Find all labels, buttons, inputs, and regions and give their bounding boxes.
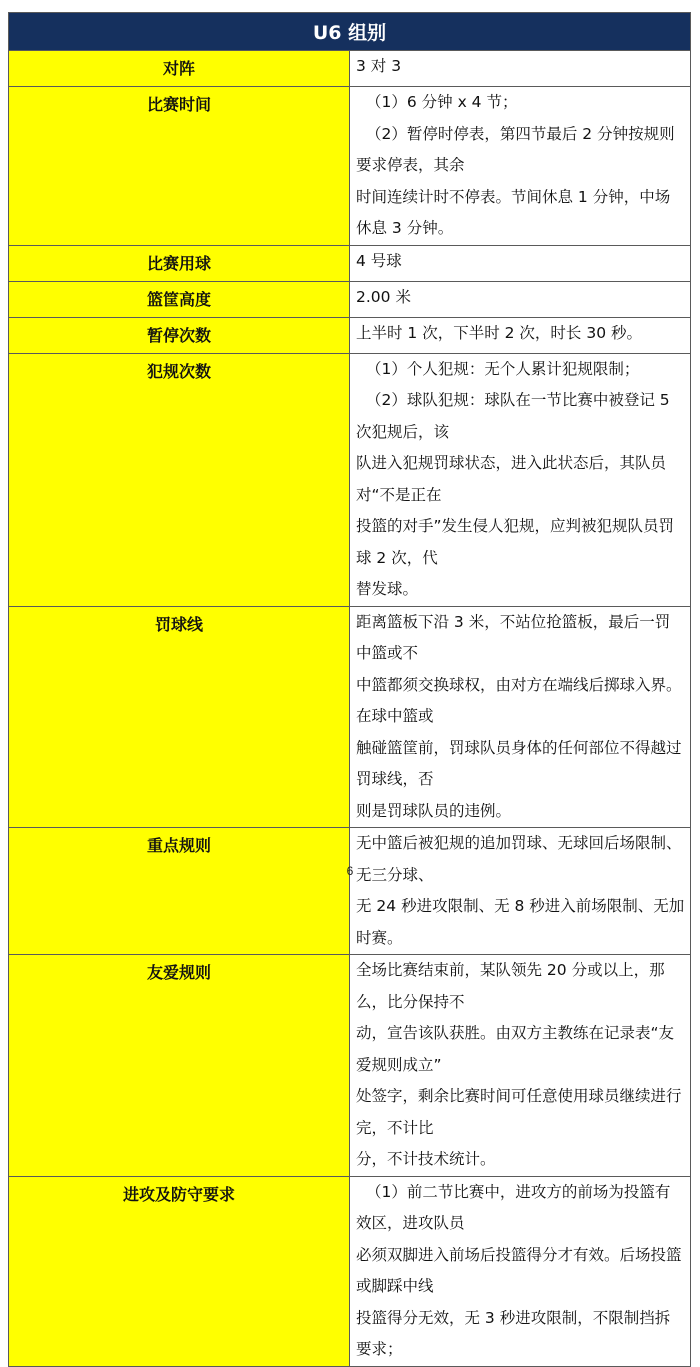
row-label: 比赛时间 [9,87,350,246]
row-matchup [9,51,691,87]
row-label: 进攻及防守要求 [9,1176,350,1366]
row-label: 罚球线 [9,606,350,828]
row-line: （1）个人犯规：无个人累计犯规限制； [366,359,640,378]
row-line: 触碰篮筐前，罚球队员身体的任何部位不得越过罚球线，否 [356,738,682,788]
row-line: （1）前二节比赛中，进攻方的前场为投篮有效区，进攻队员 [356,1182,671,1232]
row-line: 动，宣告该队获胜。由双方主教练在记录表“友爱规则成立” [356,1024,675,1074]
rules-table [8,12,691,1367]
row-line: 2.00 米 [356,287,411,306]
row-line: 全场比赛结束前，某队领先 20 分或以上，那么，比分保持不 [356,961,665,1011]
title-row [9,13,691,51]
row-key-rules [9,828,691,955]
row-line: 则是罚球队员的违例。 [356,801,512,820]
row-basket-height [9,281,691,317]
row-line: 无中篮后被犯规的追加罚球、无球回后场限制、无三分球、 [356,834,682,884]
row-line: 投篮的对手”发生侵人犯规，应判被犯规队员罚球 2 次，代 [356,517,675,567]
row-offense-defense [9,1176,691,1366]
row-line: 3 对 3 [356,57,402,75]
row-label: 对阵 [9,51,350,87]
row-timeouts [9,317,691,353]
row-free-throw-line [9,606,691,828]
row-fouls [9,353,691,606]
row-line: 分，不计技术统计。 [356,1150,496,1168]
row-line: （1）6 分钟 x 4 节； [366,93,518,111]
row-line: 中篮都须交换球权，由对方在端线后掷球入界。在球中篮或 [356,675,682,725]
row-label: 犯规次数 [9,353,350,606]
row-line: 上半时 1 次，下半时 2 次，时长 30 秒。 [356,323,643,342]
row-label: 友爱规则 [9,955,350,1177]
row-value [350,955,691,1177]
row-value [350,317,691,353]
row-line: 投篮得分无效，无 3 秒进攻限制，不限制挡拆要求； [356,1308,671,1358]
row-line: 替发球。 [356,580,419,598]
row-line: 4 号球 [356,251,402,270]
row-label: 暂停次数 [9,317,350,353]
row-label: 重点规则 [9,828,350,955]
row-line: 处签字，剩余比赛时间可任意使用球员继续进行完，不计比 [356,1087,682,1137]
row-friendship-rule [9,955,691,1177]
row-line: （2）球队犯规：球队在一节比赛中被登记 5 次犯规后，该 [356,391,670,441]
row-line: 距离篮板下沿 3 米，不站位抢篮板，最后一罚中篮或不 [356,612,671,662]
row-line: 必须双脚进入前场后投篮得分才有效。后场投篮或脚踩中线 [356,1245,682,1295]
page-number: 6 [346,864,354,878]
row-label: 比赛用球 [9,245,350,281]
row-line: 时间连续计时不停表。节间休息 1 分钟，中场休息 3 分钟。 [356,187,671,237]
row-line: 队进入犯规罚球状态，进入此状态后，其队员对“不是正在 [356,454,667,504]
row-ball [9,245,691,281]
row-value [350,828,691,955]
row-value [350,1176,691,1366]
row-label: 篮筐高度 [9,281,350,317]
table-title: U6 组别 [9,13,691,51]
row-value [350,245,691,281]
row-value [350,281,691,317]
row-game-time [9,87,691,246]
row-value [350,87,691,246]
row-value [350,51,691,87]
row-value [350,606,691,828]
row-value [350,353,691,606]
row-line: 无 24 秒进攻限制、无 8 秒进入前场限制、无加时赛。 [356,897,685,947]
row-line: （2）暂停时停表，第四节最后 2 分钟按规则要求停表，其余 [356,124,675,174]
